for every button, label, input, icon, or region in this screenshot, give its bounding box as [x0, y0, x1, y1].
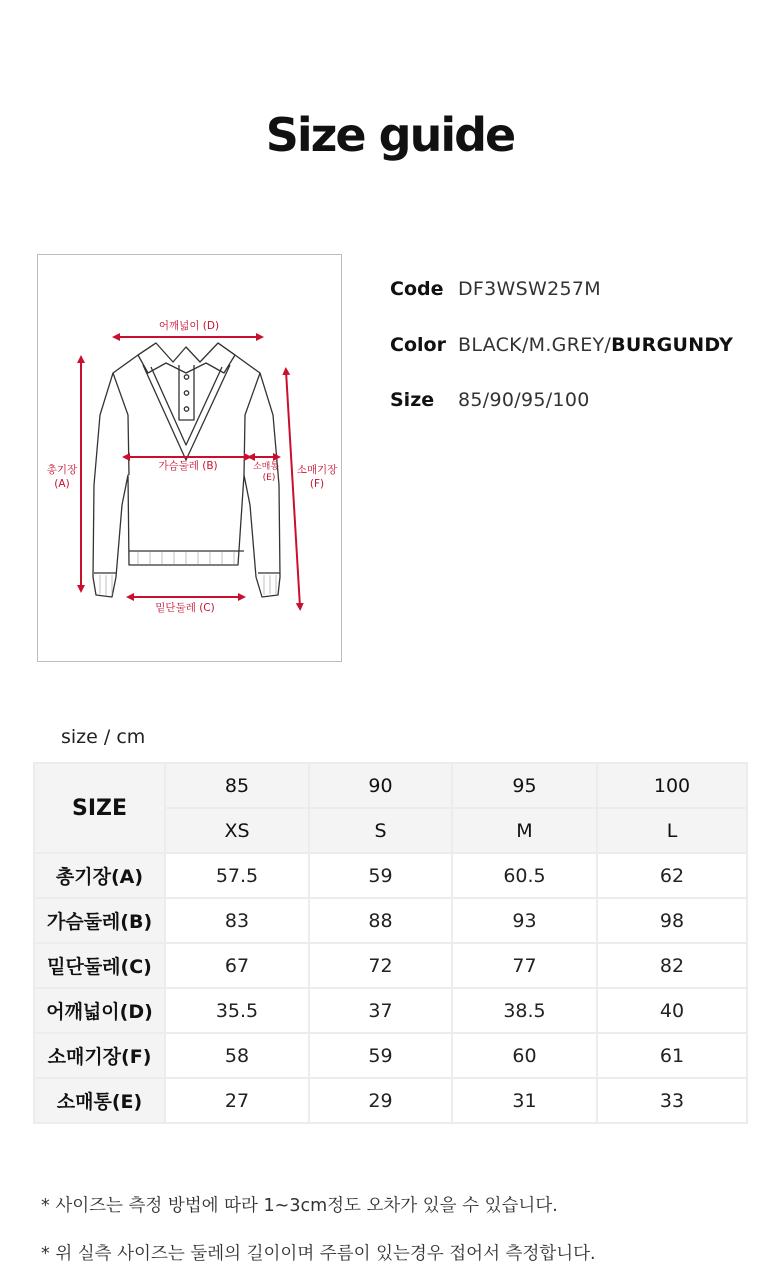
- product-info: [390, 278, 733, 445]
- table-cell: 83: [165, 898, 309, 943]
- table-cell: 62: [597, 853, 747, 898]
- table-row: [34, 1078, 747, 1123]
- length-code: (A): [54, 478, 70, 490]
- color-options: BLACK/M.GREY/: [458, 333, 612, 356]
- table-cell: 57.5: [165, 853, 309, 898]
- table-cell: 59: [309, 853, 452, 898]
- size-value: 85/90/95/100: [458, 389, 590, 411]
- garment-measurement-diagram: [37, 254, 342, 662]
- size-num-cell: 90: [309, 763, 452, 808]
- hem-label: 밑단둘레 (C): [155, 602, 215, 614]
- row-label: 어깨넓이(D): [34, 988, 165, 1033]
- color-selected: BURGUNDY: [611, 333, 734, 356]
- size-notes: [41, 1192, 596, 1288]
- size-row: [390, 389, 733, 445]
- table-cell: 37: [309, 988, 452, 1033]
- row-label: 총기장(A): [34, 853, 165, 898]
- code-label: Code: [390, 278, 444, 300]
- color-label: Color: [390, 333, 446, 356]
- row-label: 밑단둘레(C): [34, 943, 165, 988]
- size-letter-cell: S: [309, 808, 452, 853]
- row-label: 가슴둘레(B): [34, 898, 165, 943]
- sleeve-width-label: 소매통: [252, 462, 280, 472]
- table-cell: 61: [597, 1033, 747, 1078]
- table-row: [34, 1033, 747, 1078]
- code-row: [390, 278, 733, 334]
- table-cell: 38.5: [452, 988, 597, 1033]
- chest-label: 가슴둘레 (B): [158, 460, 218, 472]
- table-cell: 31: [452, 1078, 597, 1123]
- table-cell: 40: [597, 988, 747, 1033]
- sleeve-length-label: 소매기장: [296, 464, 338, 476]
- table-cell: 59: [309, 1033, 452, 1078]
- table-row: [34, 988, 747, 1033]
- table-cell: 60.5: [452, 853, 597, 898]
- size-num-cell: 85: [165, 763, 309, 808]
- size-header: SIZE: [34, 763, 165, 853]
- table-cell: 58: [165, 1033, 309, 1078]
- table-cell: 88: [309, 898, 452, 943]
- table-cell: 98: [597, 898, 747, 943]
- table-cell: 72: [309, 943, 452, 988]
- table-cell: 93: [452, 898, 597, 943]
- note-item: * 사이즈는 측정 방법에 따라 1~3cm정도 오차가 있을 수 있습니다.: [41, 1196, 558, 1216]
- size-letter-cell: L: [597, 808, 747, 853]
- table-cell: 33: [597, 1078, 747, 1123]
- row-label: 소매통(E): [34, 1078, 165, 1123]
- size-num-cell: 100: [597, 763, 747, 808]
- table-row: [34, 943, 747, 988]
- row-label: 소매기장(F): [34, 1033, 165, 1078]
- table-cell: 60: [452, 1033, 597, 1078]
- size-letter-cell: M: [452, 808, 597, 853]
- measurement-arrows: [81, 337, 300, 607]
- sleeve-length-arrow: [286, 371, 300, 607]
- size-table: [33, 762, 748, 1124]
- rib-knit-lines: [100, 552, 276, 595]
- size-label: Size: [390, 389, 435, 411]
- table-cell: 29: [309, 1078, 452, 1123]
- length-label: 총기장: [46, 464, 78, 476]
- table-cell: 35.5: [165, 988, 309, 1033]
- table-row: [34, 853, 747, 898]
- color-row: [390, 334, 733, 390]
- sweater-illustration: [38, 255, 343, 663]
- sleeve-length-code: (F): [309, 478, 325, 490]
- note-item: * 위 실측 사이즈는 둘레의 길이이며 주름이 있는경우 접어서 측정합니다.: [41, 1244, 596, 1264]
- table-row: [34, 898, 747, 943]
- size-letter-cell: XS: [165, 808, 309, 853]
- size-num-cell: 95: [452, 763, 597, 808]
- unit-label: size / cm: [61, 726, 146, 748]
- shoulder-label: 어깨넓이 (D): [158, 320, 220, 332]
- code-value: DF3WSW257M: [458, 278, 601, 300]
- table-cell: 27: [165, 1078, 309, 1123]
- size-number-row: [34, 763, 747, 808]
- page-title: Size guide: [265, 108, 515, 162]
- color-value: [458, 334, 733, 356]
- table-cell: 82: [597, 943, 747, 988]
- table-cell: 77: [452, 943, 597, 988]
- sleeve-width-code: (E): [262, 473, 276, 483]
- table-cell: 67: [165, 943, 309, 988]
